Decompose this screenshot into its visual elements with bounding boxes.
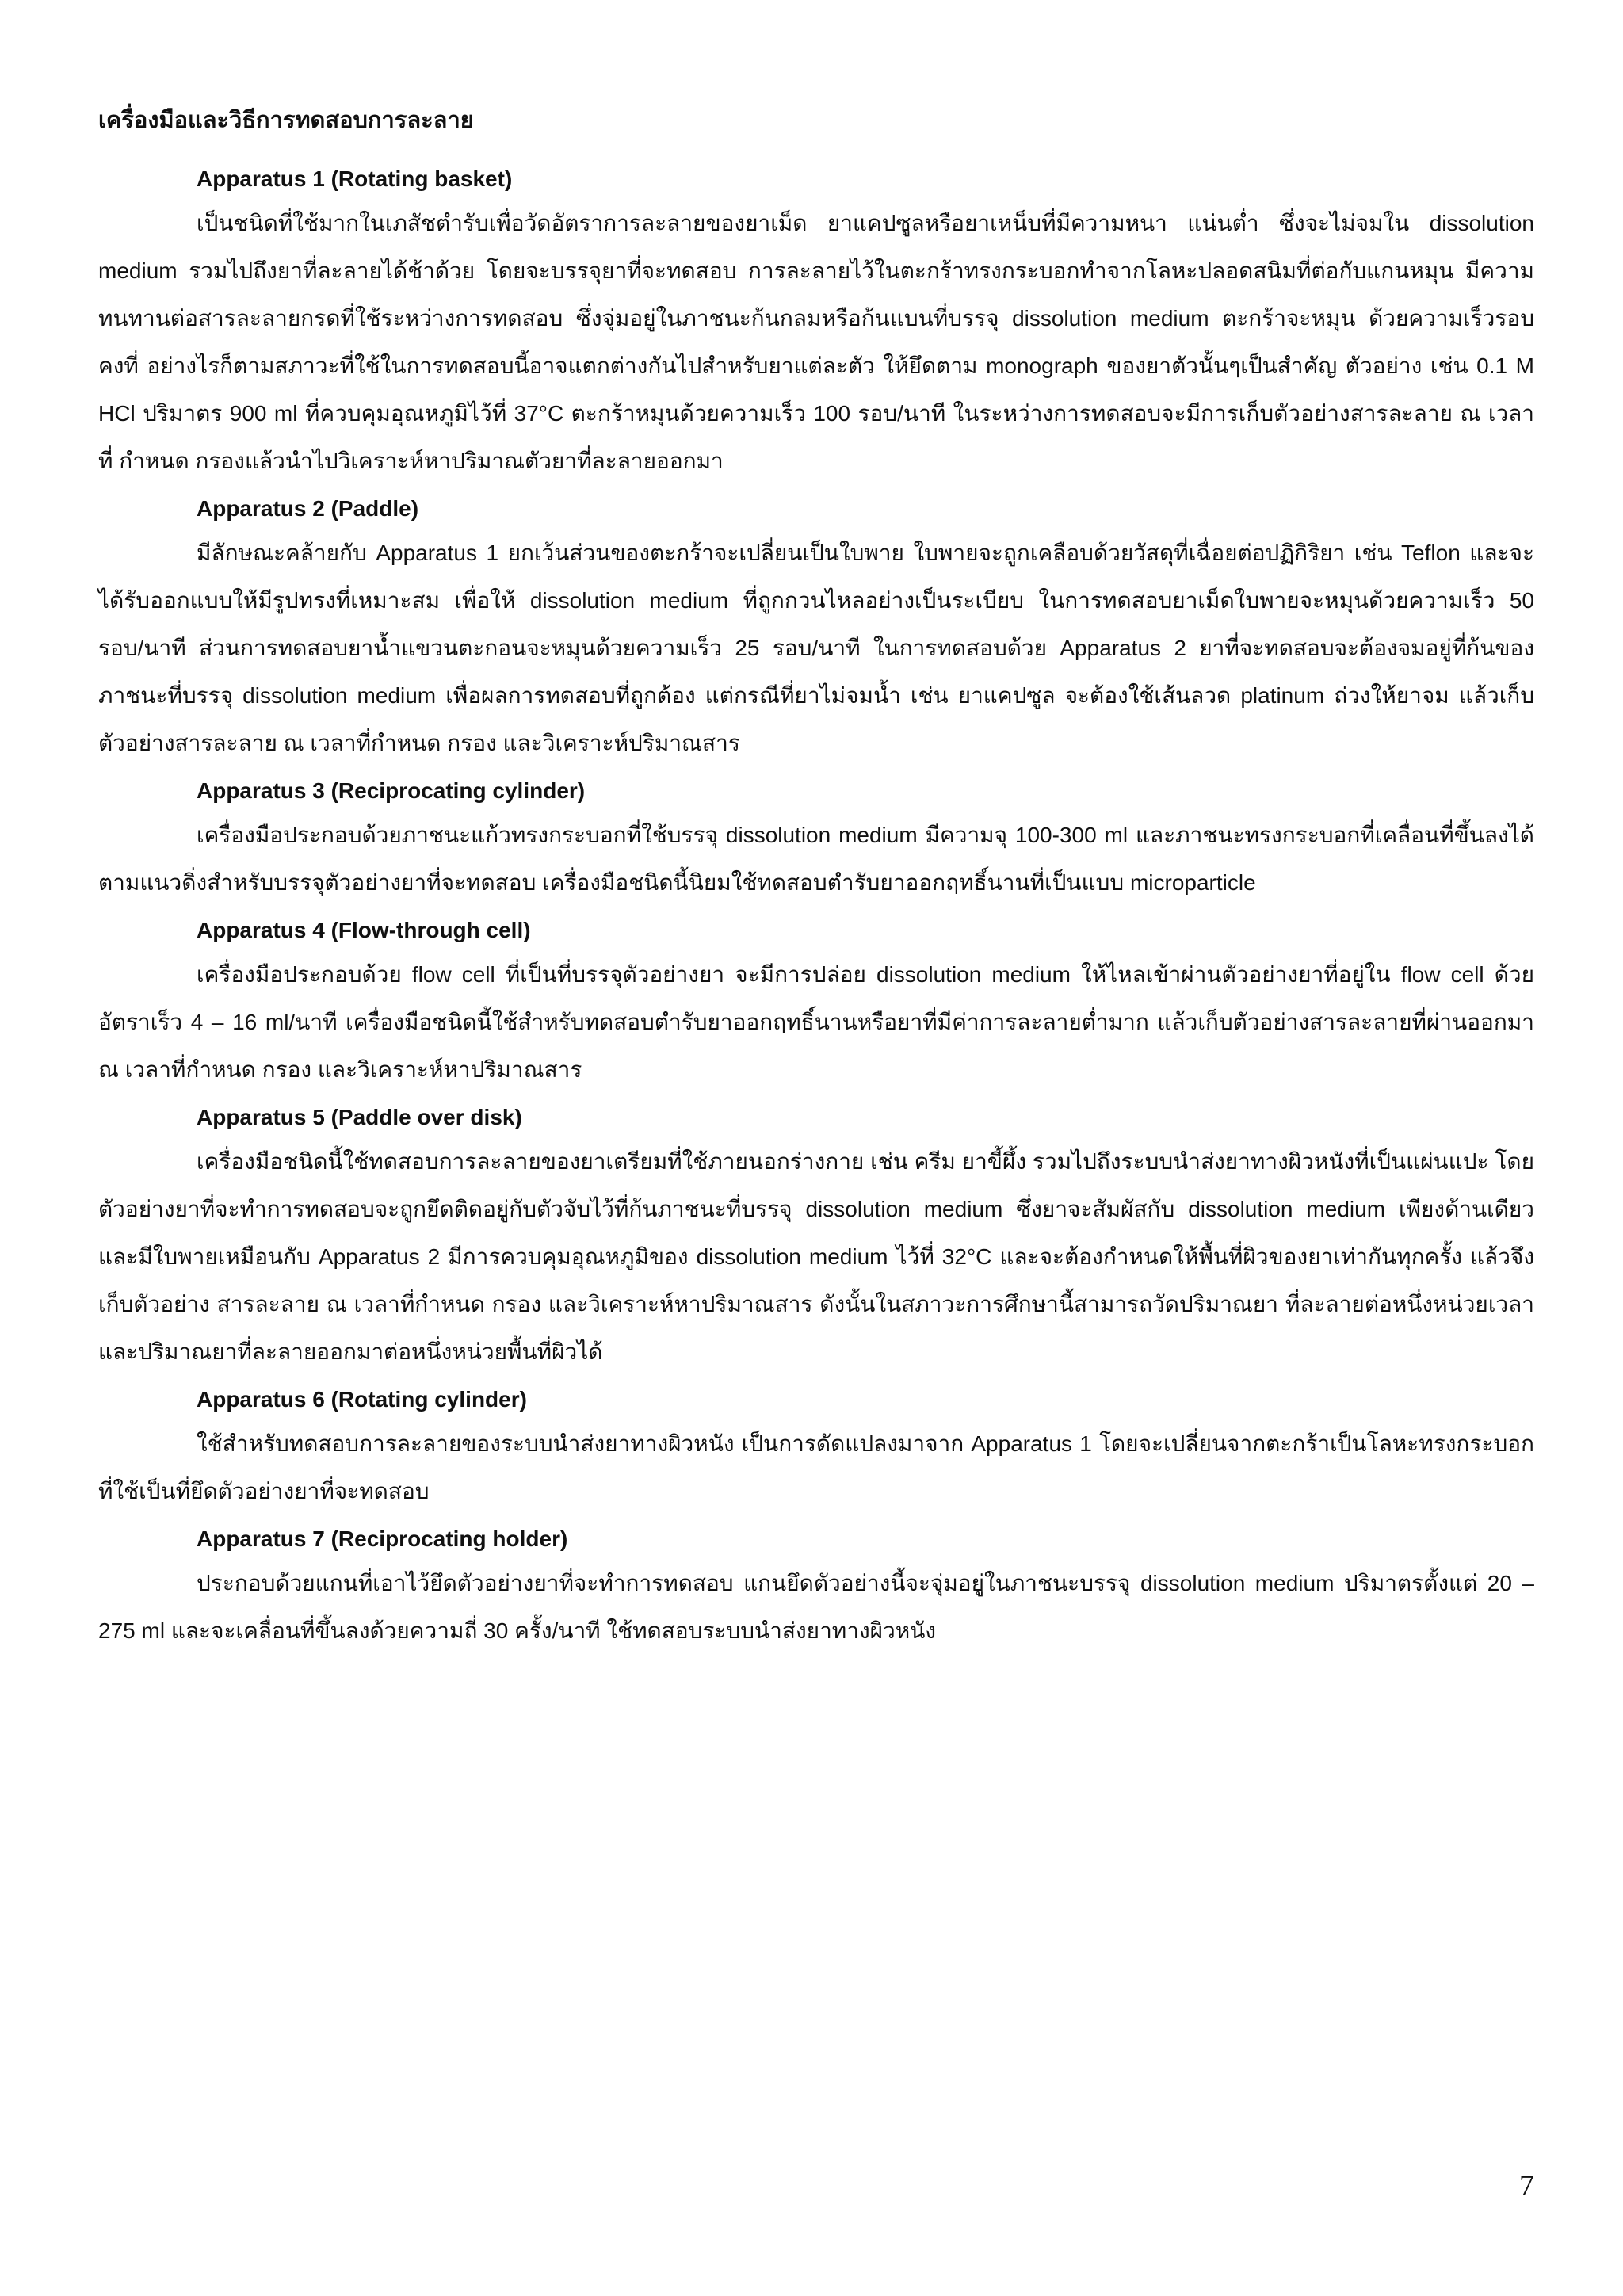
apparatus-6-text: ใช้สำหรับทดสอบการละลายของระบบนำส่งยาทางผิวหนัง เป็นการดัดแปลงมาจาก Apparatus 1 โดยจะเปลี่ยนจากตะกร้าเป็นโลหะทรงกระบอกที่ใช้เป็นที่ยึดตัวอย่างยาที่จะทดสอบ (98, 1431, 1534, 1503)
apparatus-3-text: เครื่องมือประกอบด้วยภาชนะแก้วทรงกระบอกที่ใช้บรรจุ dissolution medium มีความจุ 100-300 ml และภาชนะทรงกระบอกที่เคลื่อนที่ขึ้นลงได้ตามแนวดิ่งสำหรับบรรจุตัวอย่างยาที่จะทดสอบ เครื่องมือชนิดนี้นิยมใช้ทดสอบตำรับยาออกฤทธิ์นานที่เป็นแบบ microparticle (98, 823, 1534, 895)
apparatus-5-text: เครื่องมือชนิดนี้ใช้ทดสอบการละลายของยาเตรียมที่ใช้ภายนอกร่างกาย เช่น ครีม ยาขี้ผึ้ง รวมไปถึงระบบนำส่งยาทางผิวหนังที่เป็นแผ่นแปะ โดยตัวอย่างยาที่จะทำการทดสอบจะถูกยึดติดอยู่กับตัวจับไว้ที่ก้นภาชนะที่บรรจุ dissolution medium ซึ่งยาจะสัมผัสกับ dissolution medium เพียงด้านเดียว และมีใบพายเหมือนกับ Apparatus 2 มีการควบคุมอุณหภูมิของ dissolution medium ไว้ที่ 32°C และจะต้องกำหนดให้พื้นที่ผิวของยาเท่ากันทุกครั้ง แล้วจึงเก็บตัวอย่าง สารละลาย ณ เวลาที่กำหนด กรอง และวิเคราะห์หาปริมาณสาร ดังนั้นในสภาวะการศึกษานี้สามารถวัดปริมาณยา ที่ละลายต่อหนึ่งหน่วยเวลา และปริมาณยาที่ละลายออกมาต่อหนึ่งหน่วยพื้นที่ผิวได้ (98, 1149, 1534, 1364)
apparatus-2-text: มีลักษณะคล้ายกับ Apparatus 1 ยกเว้นส่วนของตะกร้าจะเปลี่ยนเป็นใบพาย ใบพายจะถูกเคลือบด้วยวัสดุที่เฉื่อยต่อปฏิกิริยา เช่น Teflon และจะได้รับออกแบบให้มีรูปทรงที่เหมาะสม เพื่อให้ dissolution medium ที่ถูกกวนไหลอย่างเป็นระเบียบ ในการทดสอบยาเม็ดใบพายจะหมุนด้วยความเร็ว 50 รอบ/นาที ส่วนการทดสอบยาน้ำแขวนตะกอนจะหมุนด้วยความเร็ว 25 รอบ/นาที ในการทดสอบด้วย Apparatus 2 ยาที่จะทดสอบจะต้องจมอยู่ที่ก้นของภาชนะที่บรรจุ dissolution medium เพื่อผลการทดสอบที่ถูกต้อง แต่กรณีที่ยาไม่จมน้ำ เช่น ยาแคปซูล จะต้องใช้เส้นลวด platinum ถ่วงให้ยาจม แล้วเก็บตัวอย่างสารละลาย ณ เวลาที่กำหนด กรอง และวิเคราะห์ปริมาณสาร (98, 541, 1534, 755)
page-number: 7 (1519, 2169, 1534, 2202)
section-heading: เครื่องมือและวิธีการทดสอบการละลาย (98, 108, 474, 133)
apparatus-2-title: Apparatus 2 (Paddle) (197, 496, 419, 521)
apparatus-4-text: เครื่องมือประกอบด้วย flow cell ที่เป็นที่บรรจุตัวอย่างยา จะมีการปล่อย dissolution medium ให้ไหลเข้าผ่านตัวอย่างยาที่อยู่ใน flow cell ด้วยอัตราเร็ว 4 – 16 ml/นาที เครื่องมือชนิดนี้ใช้สำหรับทดสอบตำรับยาออกฤทธิ์นานหรือยาที่มีค่าการละลายต่ำมาก แล้วเก็บตัวอย่างสารละลายที่ผ่านออกมา ณ เวลาที่กำหนด กรอง และวิเคราะห์หาปริมาณสาร (98, 962, 1534, 1082)
apparatus-6-title: Apparatus 6 (Rotating cylinder) (197, 1387, 527, 1412)
document-body (98, 101, 1534, 1660)
apparatus-5-title: Apparatus 5 (Paddle over disk) (197, 1105, 522, 1129)
apparatus-4-title: Apparatus 4 (Flow-through cell) (197, 918, 531, 942)
apparatus-1-title: Apparatus 1 (Rotating basket) (197, 166, 513, 191)
apparatus-1-text: เป็นชนิดที่ใช้มากในเภสัชตำรับเพื่อวัดอัตราการละลายของยาเม็ด ยาแคปซูลหรือยาเหน็บที่มีความหนา แน่นต่ำ ซึ่งจะไม่จมใน dissolution medium รวมไปถึงยาที่ละลายได้ช้าด้วย โดยจะบรรจุยาที่จะทดสอบ การละลายไว้ในตะกร้าทรงกระบอกทำจากโลหะปลอดสนิมที่ต่อกับแกนหมุน มีความทนทานต่อสารละลายกรดที่ใช้ระหว่างการทดสอบ ซึ่งจุ่มอยู่ในภาชนะก้นกลมหรือก้นแบนที่บรรจุ dissolution medium ตะกร้าจะหมุน ด้วยความเร็วรอบคงที่ อย่างไรก็ตามสภาวะที่ใช้ในการทดสอบนี้อาจแตกต่างกันไปสำหรับยาแต่ละตัว ให้ยึดตาม monograph ของยาตัวนั้นๆเป็นสำคัญ ตัวอย่าง เช่น 0.1 M HCl ปริมาตร 900 ml ที่ควบคุมอุณหภูมิไว้ที่ 37°C ตะกร้าหมุนด้วยความเร็ว 100 รอบ/นาที ในระหว่างการทดสอบจะมีการเก็บตัวอย่างสารละลาย ณ เวลาที่ กำหนด กรองแล้วนำไปวิเคราะห์หาปริมาณตัวยาที่ละลายออกมา (98, 211, 1534, 473)
apparatus-7-title: Apparatus 7 (Reciprocating holder) (197, 1526, 568, 1551)
apparatus-7-text: ประกอบด้วยแกนที่เอาไว้ยึดตัวอย่างยาที่จะทำการทดสอบ แกนยึดตัวอย่างนี้จะจุ่มอยู่ในภาชนะบรรจุ dissolution medium ปริมาตรตั้งแต่ 20 – 275 ml และจะเคลื่อนที่ขึ้นลงด้วยความถี่ 30 ครั้ง/นาที ใช้ทดสอบระบบนำส่งยาทางผิวหนัง (98, 1571, 1534, 1643)
apparatus-3-title: Apparatus 3 (Reciprocating cylinder) (197, 778, 586, 803)
